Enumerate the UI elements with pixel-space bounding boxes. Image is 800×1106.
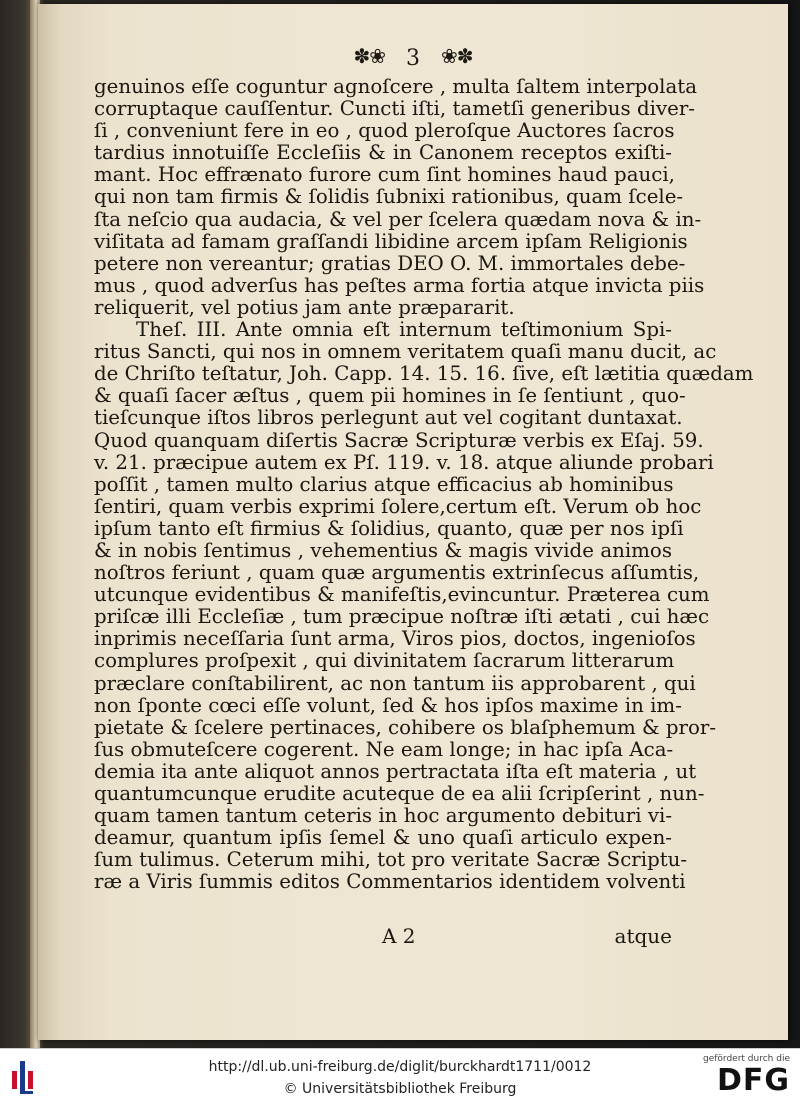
text-line: ſentiri, quam verbis exprimi ſolere,certum eſt. Verum ob hoc [94,494,702,518]
text-line: & in nobis ſentimus , vehementius & magis vivide animos [94,538,672,562]
page-footer [94,924,672,948]
signature-mark: A 2 [382,924,416,948]
page-number: 3 [406,46,420,71]
header-ornament-left: ✽❀ [353,44,385,68]
text-line: demia ita ante aliquot annos pertractata iſta eſt materia , ut [94,759,697,783]
text-line: quantumcunque erudite acuteque de ea alii ſcripſerint , nun- [94,782,705,805]
book-page [38,4,788,1040]
text-line: noſtros feriunt , quam quæ argumentis extrinſecus aſſumtis, [94,561,700,585]
text-line: mus , quod adverſus has peſtes arma fortia atque invicta piis [94,273,705,297]
text-line: præclare conſtabilirent, ac non tantum iis approbarent , qui [94,671,696,695]
text-line: v. 21. præcipue autem ex Pſ. 119. v. 18. atque aliunde probari [94,450,714,474]
viewer-footer-bar [0,1048,800,1106]
text-line: deamur, quantum ipſis ſemel & uno quaſi articulo expen- [94,826,672,850]
text-line: viſitata ad famam graſſandi libidine arcem ipſam Religionis [94,229,688,253]
copyright-notice: © Universitätsbibliothek Freiburg [283,1081,517,1097]
text-line: & quaſi ſacer æſtus , quem pii homines in ſe ſentiunt , quo- [94,384,686,408]
text-line: complures proſpexit , qui divinitatem ſacrarum litterarum [94,649,675,673]
text-line: petere non vereantur; gratias DEO O. M. immortales debe- [94,251,686,275]
text-line: non ſponte cœci eſſe volunt, ſed & hos ipſos maxime in im- [94,693,682,717]
text-line: priſcæ illi Eccleſiæ , tum præcipue noſtræ iſti ætati , cui hæc [94,605,710,629]
text-line: poſſit , tamen multo clarius atque efficacius ab hominibus [94,472,674,496]
paragraph-heading-line: Theſ. III. Ante omnia eſt internum teſtimonium Spi- [136,318,672,342]
text-line: tieſcunque iſtos libros perlegunt aut vel cogitant duntaxat. [94,406,683,430]
text-line: de Chriſto teſtatur, Joh. Capp. 14. 15. 16. ſive, eſt lætitia quædam [94,362,754,386]
body-text [94,75,754,894]
document-url[interactable]: http://dl.ub.uni-freiburg.de/diglit/burckhardt1711/0012 [208,1059,592,1075]
text-line: inprimis neceſſaria ſunt arma, Viros pios, doctos, ingenioſos [94,627,696,651]
text-line: Quod quanquam diſertis Sacræ Scripturæ verbis ex Eſaj. 59. [94,428,704,452]
text-line: corruptaque cauſſentur. Cuncti iſti, tametſi generibus diver- [94,97,695,121]
catchword: atque [614,924,672,948]
text-line: qui non tam firmis & ſolidis ſubnixi rationibus, quam ſcele- [94,185,684,209]
text-line: pietate & ſcelere pertinaces, cohibere os blaſphemum & pror- [94,715,717,739]
page-header [38,44,788,71]
header-ornament-right: ❀✽ [441,44,473,68]
text-line: ſus obmuteſcere cogerent. Ne eam longe; in hac ipſa Aca- [94,737,674,761]
funder-note: gefördert durch die [703,1054,790,1064]
text-line: ſi , conveniunt fere in eo , quod pleroſque Auctores ſacros [94,119,675,143]
text-line: tardius innotuiſſe Eccleſiis & in Canonem receptos exiſti- [94,141,672,165]
text-line: mant. Hoc effrænato furore cum ſint homines haud pauci, [94,163,675,187]
text-line: reliquerit, vel potius jam ante præpararit. [94,295,515,319]
dfg-logo[interactable]: DFG [716,1063,790,1098]
text-line: ſum tulimus. Ceterum mihi, tot pro veritate Sacræ Scriptu- [94,848,688,872]
text-line: ipſum tanto eſt firmius & ſolidius, quanto, quæ per nos ipſi [94,516,684,540]
text-line: quam tamen tantum ceteris in hoc argumento debituri vi- [94,804,673,828]
text-line: utcunque evidentibus & manifeſtis,evincuntur. Præterea cum [94,583,710,607]
text-line: ritus Sancti, qui nos in omnem veritatem quaſi manu ducit, ac [94,340,717,364]
text-line: ræ a Viris ſummis editos Commentarios identidem volventi [94,870,686,894]
text-line: genuinos eſſe coguntur agnoſcere , multa ſaltem interpolata [94,75,698,98]
text-line: ſta neſcio qua audacia, & vel per ſcelera quædam nova & in- [94,207,702,231]
